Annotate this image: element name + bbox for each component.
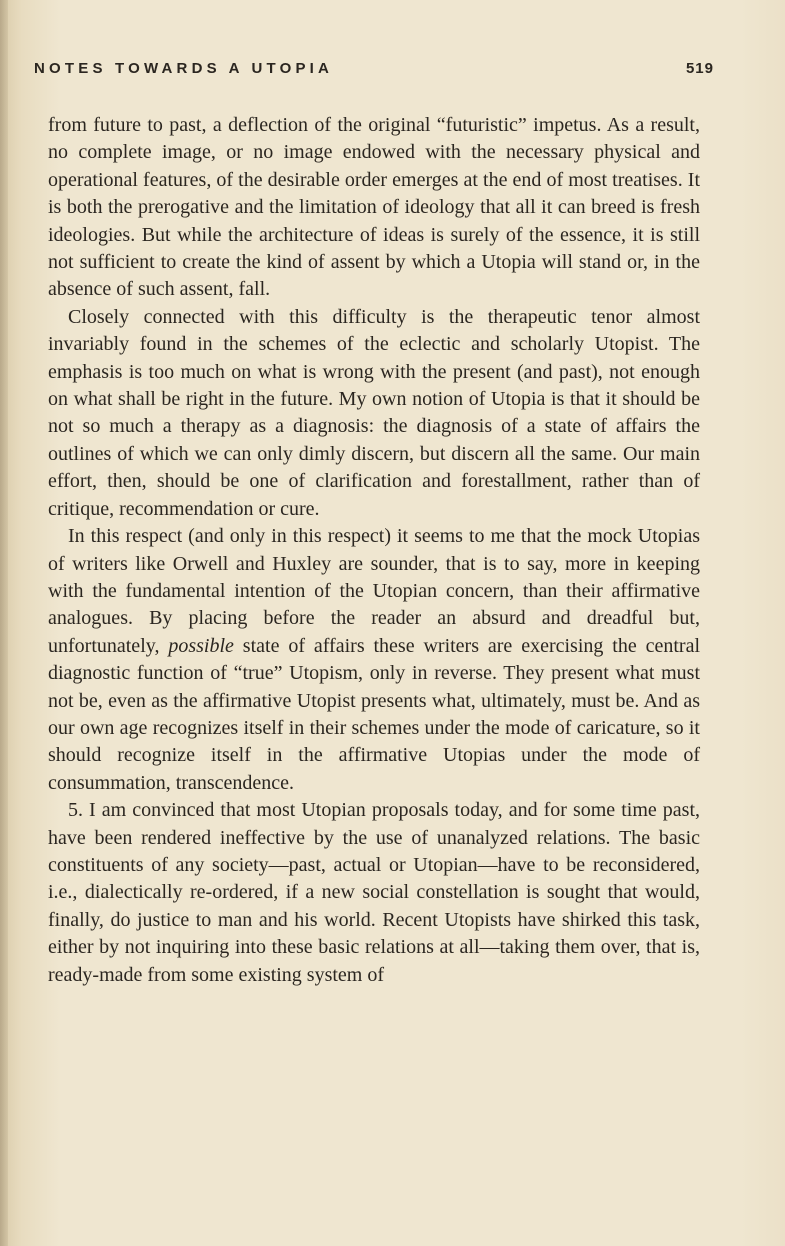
paragraph-4: 5. I am convinced that most Utopian proposals today, and for some time past, have been rendered ineffective by the use of unanalyzed relations. The basic constituents of any society—past, actual or Utopian—have to be reconsidered, i.e., dialectically re-ordered, if a new social constellation is sought that would, finally, do justice to man and his world. Recent Utopists have shirked this task, either by not inquiring into these basic relations at all—taking them over, that is, ready-made from some existing system of xyxy=(48,799,700,986)
paragraph-1: from future to past, a deflection of the original “futuristic” impetus. As a result, no complete image, or no image endowed with the necessary physical and operational features, of the desirable order emerges at the end of most treatises. It is both the prerogative and the limitation of ideology that all it can breed is fresh ideologies. But while the architecture of ideas is surely of the essence, it is still not sufficient to create the kind of assent by which a Utopia will stand or, in the absence of such assent, fall. xyxy=(48,114,700,301)
paragraph-3 xyxy=(48,523,700,797)
emphasis-possible: possible xyxy=(168,634,234,657)
paragraph-3-text-before: In this respect (and only in this respect) it seems to me that the mock Utopias of writers like Orwell and Huxley are sounder, that is to say, more in keeping with the fundamental intention of the Utopian concern, than their affirmative analogues. By placing before the reader an absurd and dreadful but, unfortunately, xyxy=(48,525,700,657)
running-head xyxy=(34,60,714,84)
page-number: 519 xyxy=(685,60,714,77)
page-spine-shadow xyxy=(0,0,8,1246)
running-title: NOTES TOWARDS A UTOPIA xyxy=(34,60,334,77)
body-text xyxy=(48,112,700,989)
paragraph-2: Closely connected with this difficulty is the therapeutic tenor almost invariably found in the schemes of the eclectic and scholarly Utopist. The emphasis is too much on what is wrong with the present (and past), not enough on what shall be right in the future. My own notion of Utopia is that it should be not so much a therapy as a diagnosis: the diagnosis of a state of affairs the outlines of which we can only dimly discern, but discern all the same. Our main effort, then, should be one of clarification and forestallment, rather than of critique, recommendation or cure. xyxy=(48,305,700,520)
paragraph-3-text-after: state of affairs these writers are exercising the central diagnostic function of “true” Utopism, only in reverse. They present what must not be, even as the affirmative Utopist presents what, ultimately, must be. And as our own age recognizes itself in their schemes under the mode of caricature, so it should recognize itself in the affirmative Utopias under the mode of consummation, transcendence. xyxy=(48,634,701,794)
